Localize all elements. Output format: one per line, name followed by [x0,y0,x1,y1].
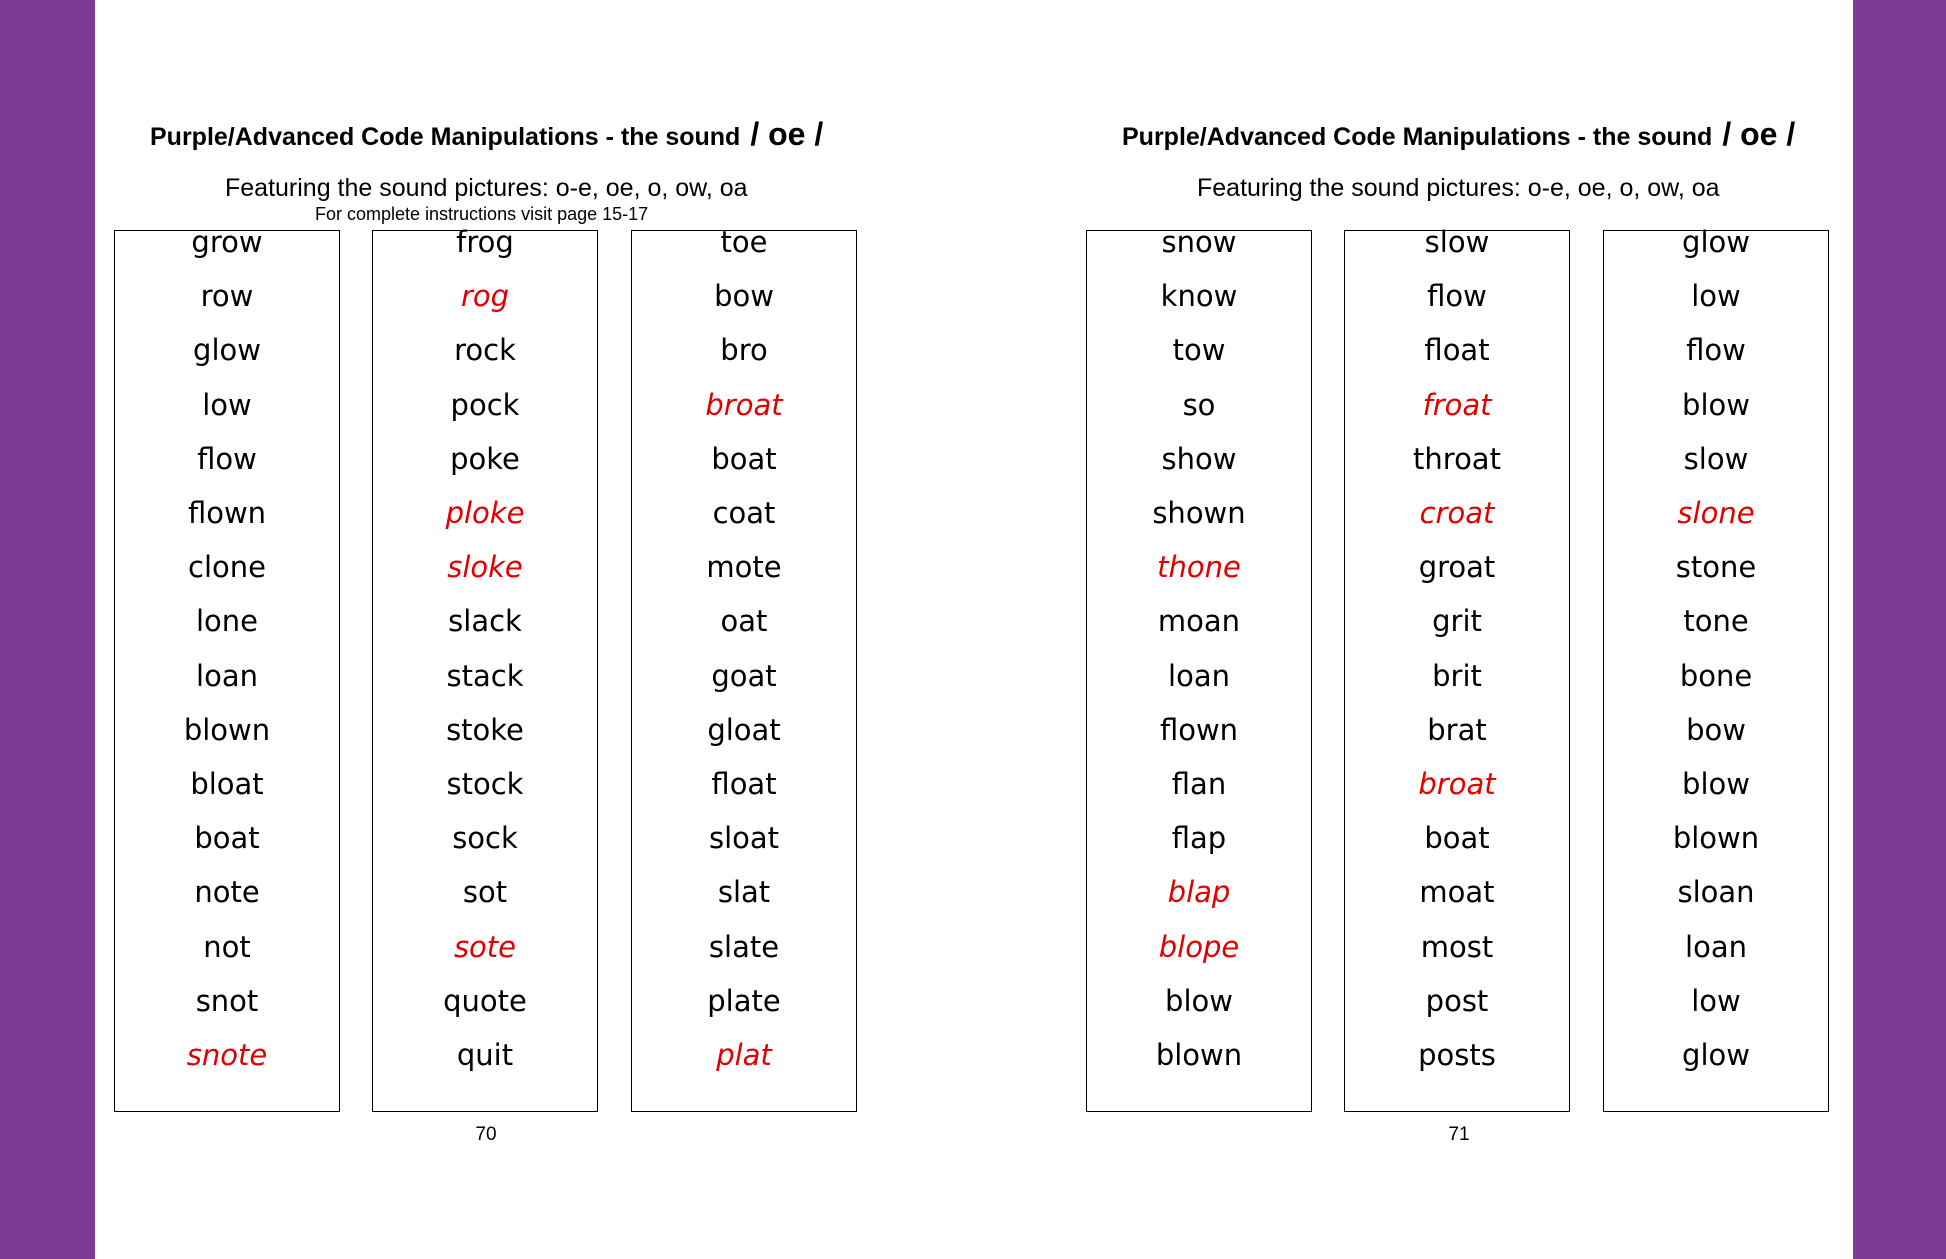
word-column [372,225,598,1112]
word: loan [1685,929,1747,964]
nonsense-word: plat [716,1038,772,1072]
word: slow [1424,225,1490,259]
word: row [200,279,254,314]
word: bloat [190,767,264,801]
word: glow [1682,225,1750,259]
nonsense-word: thone [1157,550,1241,585]
page-title [1122,116,1795,153]
word: blown [1155,1038,1243,1072]
word-column [631,225,857,1112]
word: grit [1432,604,1482,639]
word: flow [1686,333,1746,368]
word: sot [462,875,508,910]
word: plate [707,983,781,1018]
word: so [1182,387,1216,422]
title-text: Purple/Advanced Code Manipulations - the sound [150,123,741,151]
word-column [114,225,340,1112]
word: low [1691,983,1741,1018]
word: lone [195,604,259,639]
title-text: Purple/Advanced Code Manipulations - the sound [1122,123,1713,151]
word: blow [1682,767,1750,801]
word: frog [456,225,514,259]
word: rock [454,333,516,368]
nonsense-word: snote [186,1038,268,1072]
word: stone [1675,550,1757,585]
word: flap [1171,821,1227,856]
word: slate [708,929,780,964]
word-column [1603,225,1829,1112]
word-column [1344,225,1570,1112]
word: brit [1432,658,1482,693]
word: boat [1424,821,1490,856]
word: groat [1418,550,1496,585]
word: posts [1418,1038,1496,1072]
word: quit [456,1038,514,1072]
nonsense-word: broat [1418,767,1496,801]
word: note [194,875,260,910]
nonsense-word: froat [1422,387,1492,422]
right-frame-bar [1853,0,1946,1259]
word: know [1160,279,1238,314]
word: flown [187,496,267,530]
nonsense-word: sote [453,929,517,964]
word: show [1161,441,1237,476]
nonsense-word: croat [1419,496,1495,530]
word: blow [1165,983,1233,1018]
word: goat [711,658,777,693]
word: pock [450,387,520,422]
title-sound: / oe / [750,116,824,152]
nonsense-word: sloke [447,550,523,585]
word: mote [706,550,782,585]
nonsense-word: blope [1158,929,1240,964]
word: snot [195,983,259,1018]
word: stoke [446,712,524,747]
word: slat [717,875,771,910]
nonsense-word: slone [1677,496,1755,530]
word: brat [1427,712,1487,747]
word: bow [714,279,774,314]
nonsense-word: rog [460,279,510,314]
word: boat [194,821,260,856]
word: low [1691,279,1741,314]
nonsense-word: ploke [445,496,525,530]
word: stack [446,658,524,693]
word: tone [1683,604,1749,639]
word: flan [1171,767,1227,801]
word: boat [711,441,777,476]
word: blow [1682,387,1750,422]
word: bro [720,333,768,368]
left-frame-bar [0,0,95,1259]
word: loan [196,658,258,693]
word: flown [1159,712,1239,747]
word: throat [1413,441,1501,476]
word: sock [452,821,518,856]
word: sloat [708,821,780,856]
word: stock [446,767,524,801]
word-column [1086,225,1312,1112]
word: float [1424,333,1490,368]
word: slack [448,604,522,639]
page-subtitle: Featuring the sound pictures: o-e, oe, o, ow, oa [225,174,748,202]
word: slow [1683,441,1749,476]
word: most [1420,929,1494,964]
word: snow [1161,225,1237,259]
word: glow [1682,1038,1750,1072]
word: moan [1157,604,1241,639]
word: sloan [1677,875,1755,910]
word: loan [1168,658,1230,693]
page-number: 70 [475,1124,497,1145]
word: moat [1419,875,1495,910]
word: bone [1679,658,1753,693]
title-sound: / oe / [1722,116,1796,152]
word: quote [443,983,527,1018]
word: low [202,387,252,422]
word: not [203,929,251,964]
word: poke [450,441,520,476]
word: grow [191,225,263,259]
word: flow [1427,279,1487,314]
nonsense-word: blap [1167,875,1231,910]
page-number: 71 [1448,1124,1470,1145]
word: flow [197,441,257,476]
page-subtitle: Featuring the sound pictures: o-e, oe, o, ow, oa [1197,174,1720,202]
word: oat [720,604,768,639]
word: glow [193,333,261,368]
word: blown [1672,821,1760,856]
word: coat [712,496,776,530]
word: post [1425,983,1489,1018]
word: float [711,767,777,801]
page-title [150,116,823,153]
word: shown [1152,496,1246,530]
word: toe [720,225,768,259]
word: gloat [707,712,781,747]
instructions-note: For complete instructions visit page 15-17 [315,204,649,224]
word: clone [188,550,266,585]
word: bow [1686,712,1746,747]
word: tow [1172,333,1226,368]
nonsense-word: broat [705,387,783,422]
word: blown [183,712,271,747]
